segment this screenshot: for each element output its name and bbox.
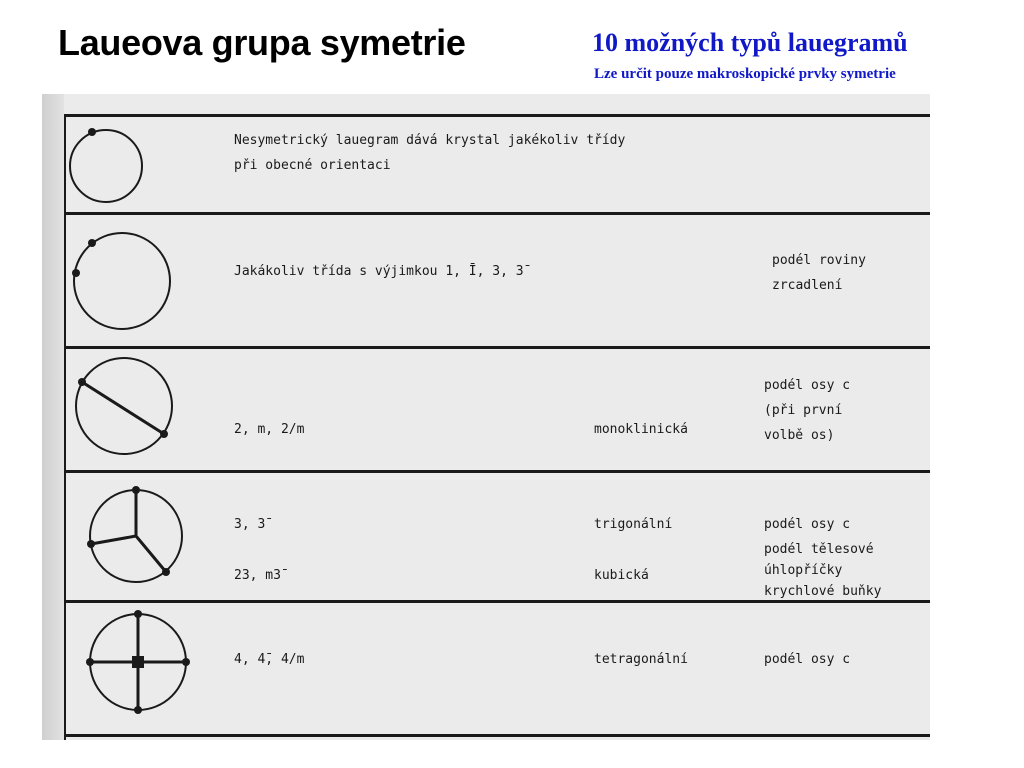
crystal-system: kubická bbox=[594, 568, 649, 583]
crystal-system: tetragonální bbox=[594, 652, 688, 667]
subtitle-note: Lze určit pouze makroskopické prvky symetrie bbox=[594, 66, 896, 82]
row-description: Nesymetrický lauegram dává krystal jakékoliv třídy bbox=[234, 133, 626, 148]
row-description: při obecné orientaci bbox=[234, 158, 391, 173]
symmetry-classes: 2, m, 2/m bbox=[234, 422, 305, 437]
circle-point-icon bbox=[67, 127, 145, 205]
symmetry-classes: Jakákoliv třída s výjimkou 1, Ī, 3, 3̄ bbox=[234, 264, 524, 279]
laue-group-table bbox=[64, 114, 930, 740]
circle-threefold-icon bbox=[84, 484, 188, 588]
symmetry-classes: 4, 4̄, 4/m bbox=[234, 652, 305, 667]
scanned-table-image bbox=[42, 94, 930, 740]
crystal-system: trigonální bbox=[594, 517, 673, 532]
orientation-text: zrcadlení bbox=[772, 278, 843, 293]
table-rule bbox=[66, 346, 930, 349]
page-title: Laueova grupa symetrie bbox=[58, 22, 466, 63]
symmetry-classes: 3, 3̄ bbox=[234, 517, 266, 532]
orientation-text: podél roviny bbox=[772, 253, 866, 268]
orientation-text: podél osy c bbox=[764, 652, 851, 667]
orientation-text: krychlové buňky bbox=[764, 584, 882, 599]
subtitle: 10 možných typů lauegramů bbox=[592, 28, 908, 57]
orientation-text: úhlopříčky bbox=[764, 563, 843, 578]
orientation-text: (při první bbox=[764, 403, 843, 418]
orientation-text: volbě os) bbox=[764, 428, 835, 443]
orientation-text: podél osy c bbox=[764, 517, 851, 532]
table-rule bbox=[66, 212, 930, 215]
orientation-text: podél osy c bbox=[764, 378, 851, 393]
table-rule bbox=[66, 114, 930, 117]
circle-mirror-points-icon bbox=[70, 229, 174, 333]
orientation-text: podél tělesové bbox=[764, 542, 874, 557]
circle-fourfold-icon bbox=[84, 608, 194, 718]
table-rule bbox=[66, 734, 930, 737]
circle-diameter-icon bbox=[72, 354, 176, 458]
symmetry-classes: 23, m3̄ bbox=[234, 568, 281, 583]
scan-margin bbox=[42, 94, 64, 740]
crystal-system: monoklinická bbox=[594, 422, 688, 437]
table-rule bbox=[66, 470, 930, 473]
